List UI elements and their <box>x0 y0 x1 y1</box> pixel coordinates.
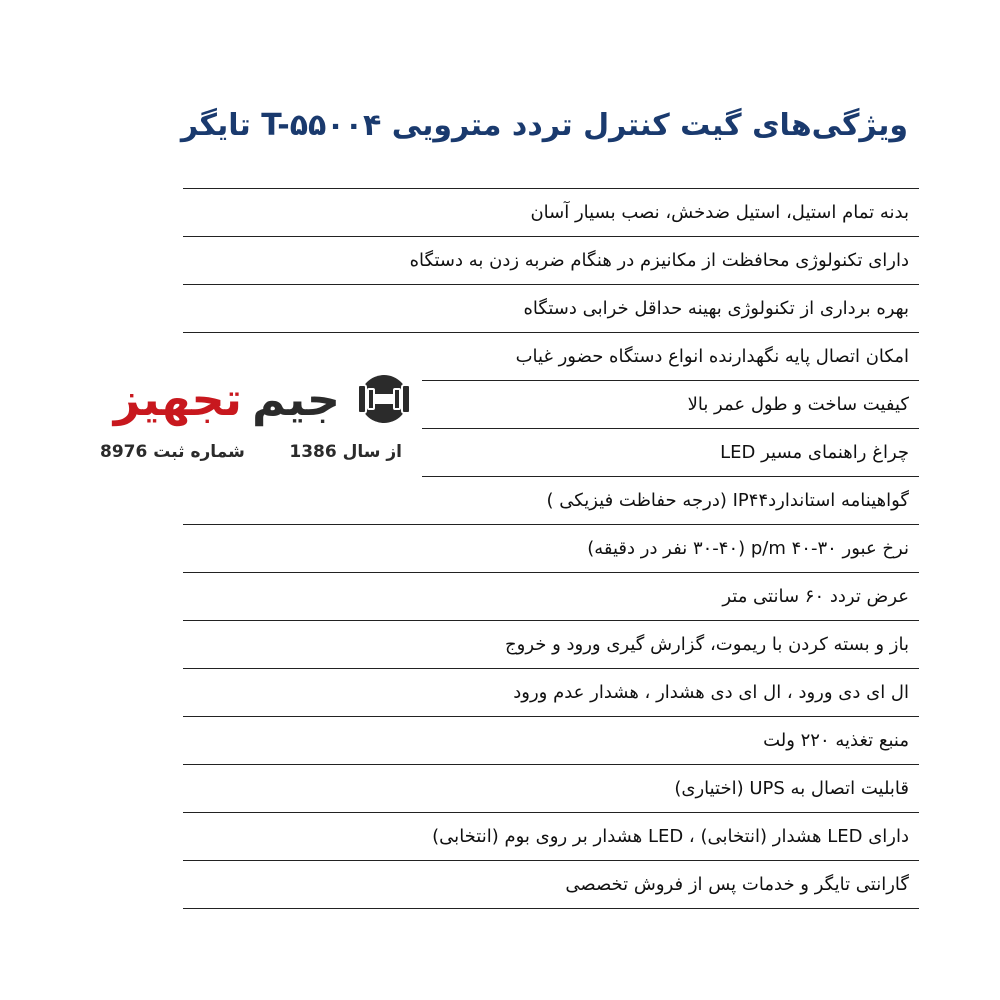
feature-row: چراغ راهنمای مسیر LED <box>183 429 919 477</box>
feature-row: بدنه تمام استیل، استیل ضدخش، نصب بسیار آسان <box>183 189 919 237</box>
logo-wordmark <box>100 368 422 430</box>
registration-number: شماره ثبت 8976 <box>100 442 245 462</box>
feature-row: امکان اتصال پایه نگهدارنده انواع دستگاه حضور غیاب <box>183 333 919 381</box>
feature-row: گارانتی تایگر و خدمات پس از فروش تخصصی <box>183 861 919 909</box>
feature-row: منبع تغذیه ۲۲۰ ولت <box>183 717 919 765</box>
feature-row: باز و بسته کردن با ریموت، گزارش گیری ورود و خروج <box>183 621 919 669</box>
dumbbell-icon <box>346 374 422 424</box>
since-year: از سال 1386 <box>289 442 402 462</box>
brand-name-red: تجهیز <box>113 372 242 426</box>
page-title: ویژگی‌های گیت کنترل تردد مترویی T-۵۵۰۰۴ تایگر <box>180 108 908 143</box>
feature-row: دارای تکنولوژی محافظت از مکانیزم در هنگام ضربه زدن به دستگاه <box>183 237 919 285</box>
feature-row: بهره برداری از تکنولوژی بهینه حداقل خرابی دستگاه <box>183 285 919 333</box>
feature-row: ال ای دی ورود ، ال ای دی هشدار ، هشدار عدم ورود <box>183 669 919 717</box>
feature-row: دارای LED هشدار (انتخابی) ، LED هشدار بر روی بوم (انتخابی) <box>183 813 919 861</box>
logo-subline <box>100 438 402 466</box>
feature-row: قابلیت اتصال به UPS (اختیاری) <box>183 765 919 813</box>
feature-row: عرض تردد ۶۰ سانتی متر <box>183 573 919 621</box>
feature-row: کیفیت ساخت و طول عمر بالا <box>183 381 919 429</box>
watermark-logo <box>100 360 422 480</box>
feature-row: نرخ عبور ۳۰-۴۰ p/m (۳۰-۴۰ نفر در دقیقه) <box>183 525 919 573</box>
brand-name-dark: جیم <box>251 372 340 426</box>
feature-list <box>183 188 919 909</box>
feature-row: گواهینامه استانداردIP۴۴ (درجه حفاظت فیزیکی ) <box>183 477 919 525</box>
